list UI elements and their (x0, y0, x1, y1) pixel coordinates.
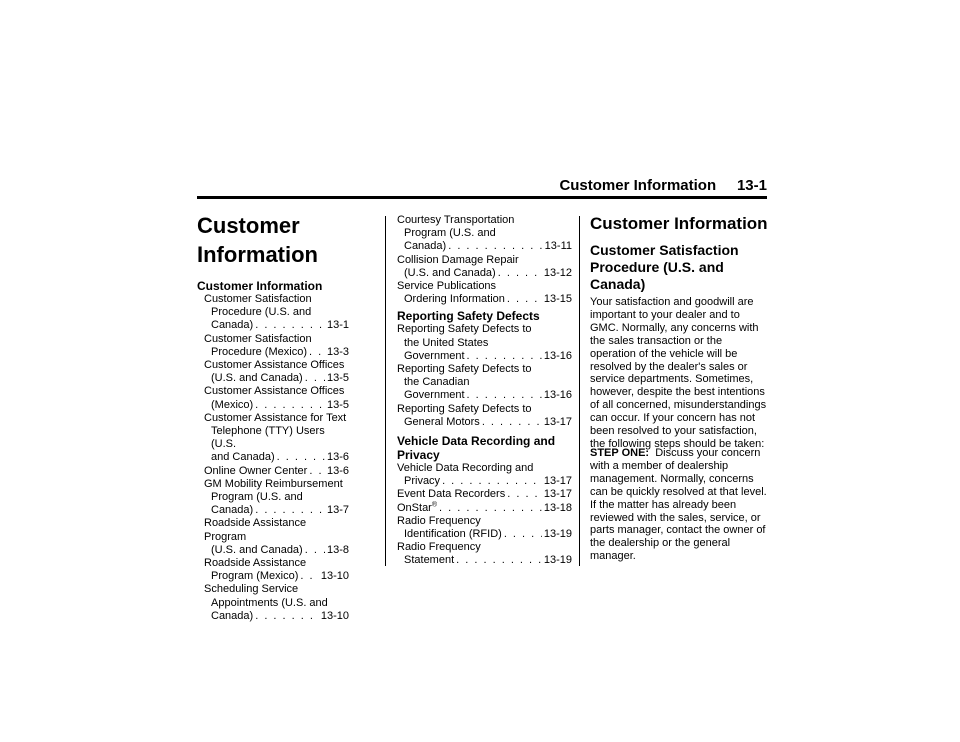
toc-section-title: Customer Information (197, 279, 323, 293)
toc-entry-text: Customer Assistance Offices (204, 359, 345, 372)
step-label: STEP ONE: (590, 447, 650, 459)
running-title: Customer Information (559, 177, 717, 194)
toc-entry-text: Collision Damage Repair (397, 253, 519, 266)
toc-page-number: 13-7 (326, 504, 349, 517)
column-divider (579, 216, 580, 566)
toc-page-number: 13-6 (326, 451, 349, 464)
toc-entry[interactable] (397, 403, 572, 429)
toc-entry[interactable] (397, 254, 572, 280)
toc-entry-text: Program (Mexico) (211, 570, 299, 583)
body-paragraph-step-one (590, 447, 770, 563)
dot-leader (439, 502, 542, 515)
toc-entry[interactable] (397, 280, 572, 306)
toc-entry-text: Procedure (Mexico) (211, 345, 307, 358)
toc-page-number: 13-11 (544, 240, 572, 253)
toc-page-number: 13-5 (326, 372, 349, 385)
toc-page-number: 13-17 (543, 488, 572, 501)
toc-entry-text: Canada) (211, 609, 254, 622)
toc-entry-text: Ordering Information (404, 293, 505, 306)
subsection-title: Customer Satisfaction Procedure (U.S. and Canada) (590, 242, 739, 292)
dot-leader (456, 554, 542, 567)
toc-entry[interactable] (397, 541, 572, 567)
toc-entry-text: Radio Frequency (397, 541, 481, 554)
toc-entry-text: Vehicle Data Recording and (397, 462, 534, 475)
toc-entry-text: Appointments (U.S. and (211, 596, 328, 609)
dot-leader (277, 451, 325, 464)
toc-entry-text: Event Data Recorders (397, 488, 506, 501)
toc-entry-text: Courtesy Transportation (397, 214, 515, 226)
toc-list (397, 462, 572, 568)
toc-entry-text: Canada) (211, 319, 254, 332)
toc-page-number: 13-17 (543, 415, 572, 428)
toc-page-number: 13-3 (326, 345, 349, 358)
toc-entry-text: Online Owner Center (204, 464, 308, 477)
toc-entry-text: Scheduling Service (204, 583, 299, 596)
toc-entry[interactable] (204, 385, 349, 411)
toc-list (397, 323, 572, 429)
toc-entry[interactable] (204, 333, 349, 359)
toc-entry[interactable] (397, 502, 572, 515)
toc-entry-text: (U.S. and Canada) (211, 543, 303, 556)
toc-entry-text: the Canadian (404, 376, 470, 389)
toc-page-number: 13-18 (543, 501, 572, 514)
toc-entry-text: Customer Assistance Offices (204, 385, 345, 398)
toc-entry-text: OnStar® (397, 501, 438, 514)
dot-leader (255, 504, 325, 517)
toc-page-number: 13-19 (543, 554, 572, 567)
toc-entry-text: Privacy (404, 475, 441, 488)
toc-page-number: 13-16 (543, 349, 572, 362)
toc-entry[interactable] (204, 465, 349, 478)
section-title: Customer Information (590, 214, 768, 233)
dot-leader (309, 465, 325, 478)
dot-leader (507, 293, 542, 306)
toc-page-number: 13-12 (543, 266, 572, 279)
toc-page-number: 13-10 (320, 609, 349, 622)
dot-leader (255, 319, 325, 332)
toc-entry-text: Government (404, 349, 465, 362)
dot-leader (300, 570, 318, 583)
toc-entry-text: Roadside Assistance (204, 557, 307, 570)
toc-page-number: 13-10 (320, 570, 349, 583)
toc-entry[interactable] (204, 583, 349, 623)
toc-entry-text: Government (404, 389, 465, 402)
toc-entry-text: Telephone (TTY) Users (U.S. (211, 425, 325, 451)
toc-entry[interactable] (204, 293, 349, 333)
dot-leader (305, 372, 325, 385)
toc-entry-text: and Canada) (211, 451, 275, 464)
toc-entry-text: Customer Satisfaction (204, 332, 312, 345)
dot-leader (467, 389, 542, 402)
toc-entry[interactable] (204, 412, 349, 465)
page-number: 13-1 (736, 177, 767, 194)
toc-entry-text: Canada) (211, 504, 254, 517)
toc-entry[interactable] (204, 517, 349, 557)
toc-column-2 (397, 214, 572, 568)
toc-entry[interactable] (204, 478, 349, 518)
step-text: Discuss your concern with a member of dealership management. Normally, concerns can be quickly resolved at that level. If the matter has already been reviewed with the sales, service, or parts manager, contact the owner of the dealership or the general manager. (590, 447, 767, 563)
toc-page-number: 13-6 (326, 464, 349, 477)
toc-entry[interactable] (204, 557, 349, 583)
dot-leader (467, 350, 542, 363)
toc-entry-text: (U.S. and Canada) (404, 266, 496, 279)
toc-entry-text: Customer Assistance for Text (204, 411, 347, 424)
toc-page-number: 13-15 (543, 293, 572, 306)
chapter-title: Customer Information (197, 213, 318, 267)
dot-leader (448, 240, 542, 253)
column-divider (385, 216, 386, 566)
toc-section-title: Reporting Safety Defects (397, 309, 540, 324)
toc-entry[interactable] (397, 462, 572, 488)
toc-entry-text: Customer Satisfaction (204, 293, 312, 305)
toc-page-number: 13-5 (326, 398, 349, 411)
toc-entry-text: Statement (404, 554, 455, 567)
toc-entry[interactable] (397, 363, 572, 403)
toc-entry-text: (Mexico) (211, 398, 254, 411)
toc-entry-text: Program (U.S. and (404, 227, 496, 240)
dot-leader (305, 544, 325, 557)
toc-page-number: 13-16 (543, 389, 572, 402)
toc-section-title: Vehicle Data Recording and Privacy (397, 434, 556, 463)
dot-leader (255, 399, 325, 412)
toc-list (397, 214, 572, 306)
toc-page-number: 13-19 (543, 528, 572, 541)
toc-entry-text: General Motors (404, 415, 480, 428)
dot-leader (255, 610, 319, 623)
toc-entry-text: Program (U.S. and (211, 491, 303, 504)
toc-entry-text: GM Mobility Reimbursement (204, 477, 343, 490)
toc-entry[interactable] (397, 214, 572, 254)
toc-entry-text: the United States (404, 336, 489, 349)
toc-entry-text: Service Publications (397, 280, 497, 293)
toc-column-1 (197, 279, 349, 623)
toc-entry[interactable] (397, 515, 572, 541)
toc-entry-text: Procedure (U.S. and (211, 306, 312, 319)
toc-list (197, 293, 349, 623)
toc-entry-text: Reporting Safety Defects to (397, 402, 532, 415)
toc-entry-text: Canada) (404, 240, 447, 253)
toc-entry-text: Roadside Assistance Program (204, 517, 307, 543)
toc-entry-text: Reporting Safety Defects to (397, 323, 532, 336)
running-header (559, 177, 767, 194)
toc-entry-text: Radio Frequency (397, 514, 481, 527)
dot-leader (498, 267, 542, 280)
toc-page-number: 13-1 (326, 319, 349, 332)
toc-entry-text: (U.S. and Canada) (211, 372, 303, 385)
dot-leader (442, 475, 542, 488)
header-rule (197, 196, 767, 199)
toc-entry[interactable] (397, 488, 572, 501)
toc-page-number: 13-17 (543, 475, 572, 488)
toc-entry[interactable] (204, 359, 349, 385)
dot-leader (504, 528, 542, 541)
toc-entry-text: Reporting Safety Defects to (397, 363, 532, 376)
registered-mark: ® (431, 501, 438, 508)
dot-leader (482, 416, 542, 429)
body-paragraph: Your satisfaction and goodwill are important to your dealer and to GMC. Normally, any concerns with the sales transaction or the operation of the vehicle will be resolved by the dealer's sales or service departments. Sometimes, however, despite the best intentions of all concerned, misunderstandings can occur. If your concern has not been resolved to your satisfaction, the following steps should be taken: (590, 296, 767, 450)
dot-leader (507, 488, 542, 501)
toc-page-number: 13-8 (326, 543, 349, 556)
toc-entry-text: Identification (RFID) (404, 528, 502, 541)
dot-leader (309, 346, 325, 359)
toc-entry[interactable] (397, 323, 572, 363)
